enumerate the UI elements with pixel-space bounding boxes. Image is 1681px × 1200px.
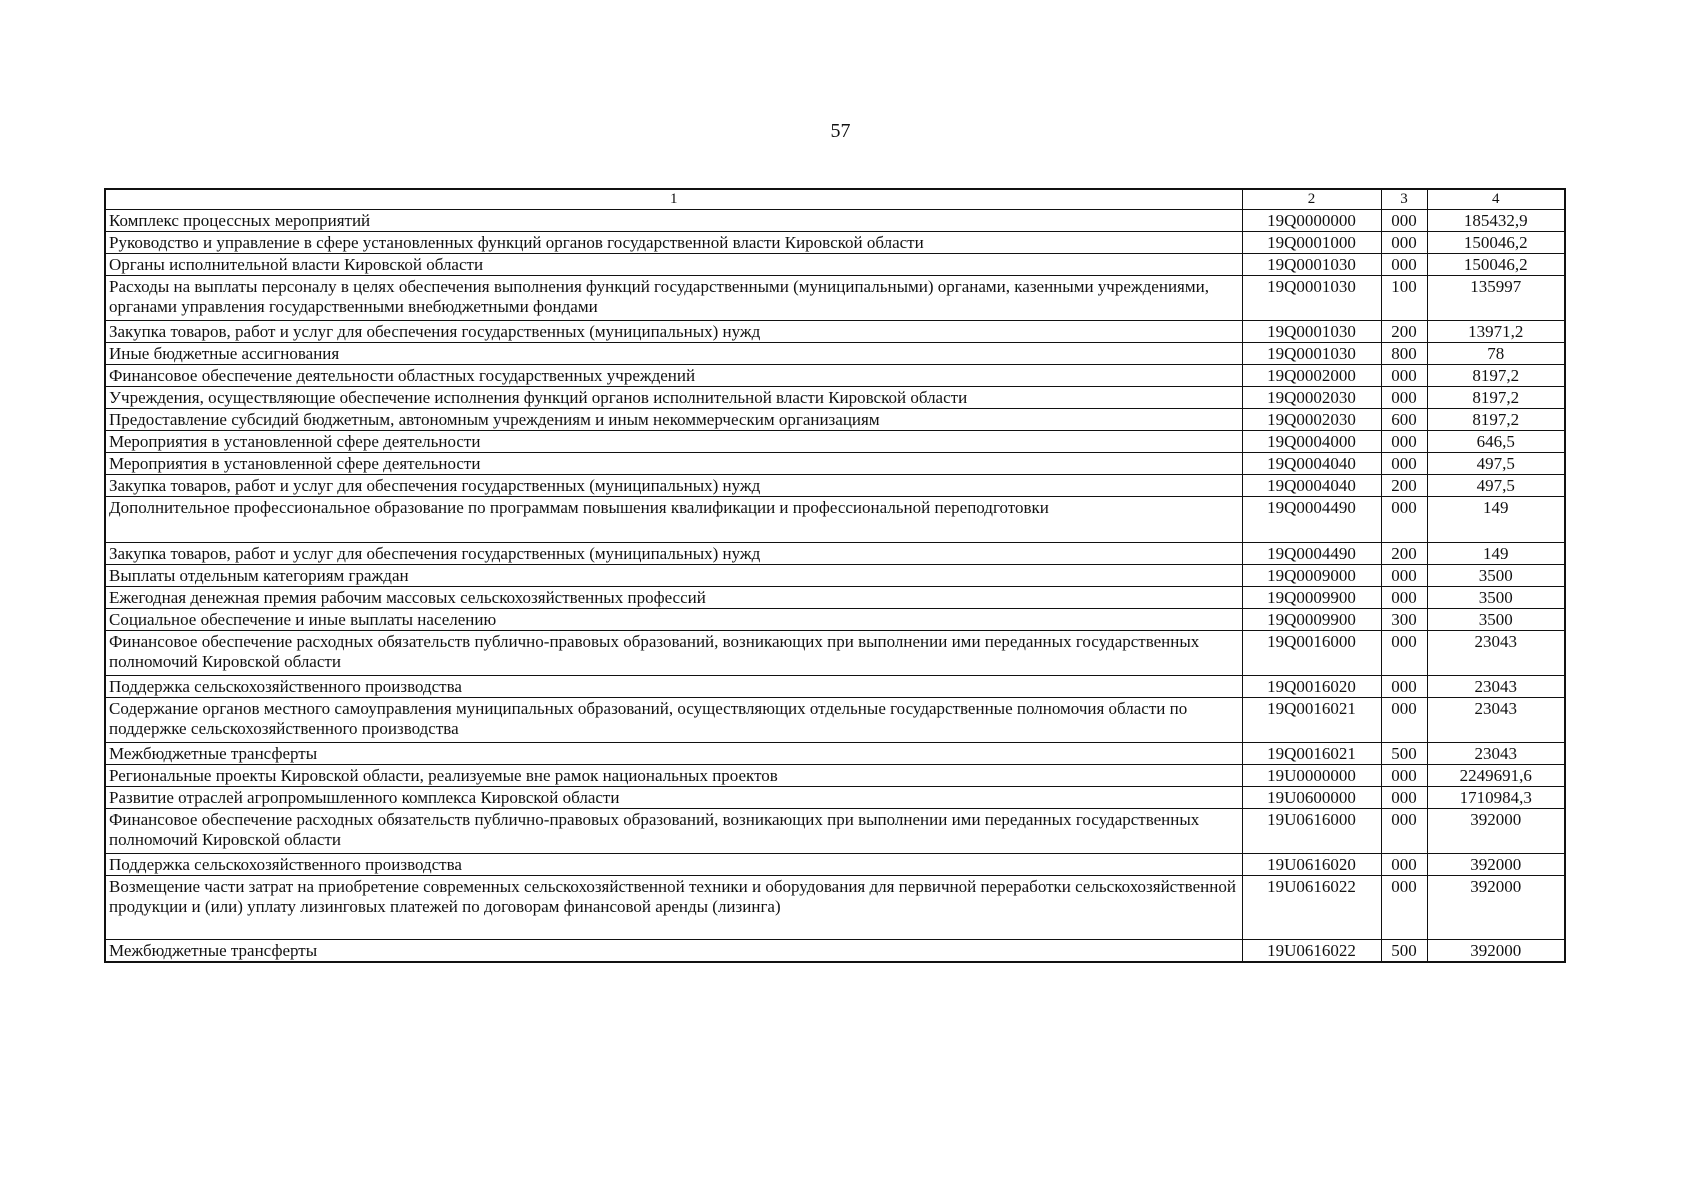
row-code-cell: 19Q0002000 — [1242, 365, 1381, 387]
row-name-cell: Финансовое обеспечение деятельности областных государственных учреждений — [105, 365, 1242, 387]
table-row — [105, 210, 1565, 232]
row-name-cell: Межбюджетные трансферты — [105, 940, 1242, 963]
row-name-cell: Мероприятия в установленной сфере деятельности — [105, 453, 1242, 475]
row-type-cell: 000 — [1381, 631, 1427, 676]
row-sum-cell: 149 — [1427, 497, 1565, 543]
row-name-cell: Финансовое обеспечение расходных обязательств публично-правовых образований, возникающих при выполнении ими переданных государственных полномочий Кировской области — [105, 631, 1242, 676]
row-name-cell: Органы исполнительной власти Кировской области — [105, 254, 1242, 276]
row-name-cell: Руководство и управление в сфере установленных функций органов государственной власти Кировской области — [105, 232, 1242, 254]
row-type-cell: 500 — [1381, 940, 1427, 963]
row-type-cell: 000 — [1381, 854, 1427, 876]
row-name-cell: Межбюджетные трансферты — [105, 743, 1242, 765]
row-sum-cell: 2249691,6 — [1427, 765, 1565, 787]
row-sum-cell: 8197,2 — [1427, 365, 1565, 387]
row-code-cell: 19Q0016021 — [1242, 743, 1381, 765]
header-col-1: 1 — [105, 189, 1242, 210]
row-name-cell: Расходы на выплаты персоналу в целях обеспечения выполнения функций государственными (муниципальными) органами, казенными учреждениями, органами управления государственными внебюджетными фондами — [105, 276, 1242, 321]
table-row — [105, 321, 1565, 343]
row-type-cell: 500 — [1381, 743, 1427, 765]
table-row — [105, 854, 1565, 876]
row-sum-cell: 185432,9 — [1427, 210, 1565, 232]
row-sum-cell: 646,5 — [1427, 431, 1565, 453]
row-code-cell: 19U0000000 — [1242, 765, 1381, 787]
table-row — [105, 387, 1565, 409]
row-code-cell: 19Q0001030 — [1242, 321, 1381, 343]
row-name-cell: Поддержка сельскохозяйственного производства — [105, 854, 1242, 876]
row-sum-cell: 1710984,3 — [1427, 787, 1565, 809]
row-type-cell: 000 — [1381, 765, 1427, 787]
row-type-cell: 300 — [1381, 609, 1427, 631]
row-type-cell: 800 — [1381, 343, 1427, 365]
row-code-cell: 19U0616022 — [1242, 876, 1381, 940]
table-row — [105, 676, 1565, 698]
row-sum-cell: 23043 — [1427, 631, 1565, 676]
row-type-cell: 000 — [1381, 365, 1427, 387]
row-sum-cell: 392000 — [1427, 854, 1565, 876]
row-code-cell: 19Q0002030 — [1242, 387, 1381, 409]
table-row — [105, 431, 1565, 453]
table-row — [105, 365, 1565, 387]
row-sum-cell: 23043 — [1427, 676, 1565, 698]
row-code-cell: 19Q0016021 — [1242, 698, 1381, 743]
row-type-cell: 000 — [1381, 254, 1427, 276]
row-type-cell: 200 — [1381, 543, 1427, 565]
table-row — [105, 587, 1565, 609]
row-name-cell: Комплекс процессных мероприятий — [105, 210, 1242, 232]
row-type-cell: 000 — [1381, 497, 1427, 543]
row-type-cell: 000 — [1381, 565, 1427, 587]
row-sum-cell: 392000 — [1427, 876, 1565, 940]
row-sum-cell: 149 — [1427, 543, 1565, 565]
row-name-cell: Закупка товаров, работ и услуг для обеспечения государственных (муниципальных) нужд — [105, 321, 1242, 343]
row-code-cell: 19Q0001030 — [1242, 343, 1381, 365]
row-sum-cell: 392000 — [1427, 809, 1565, 854]
row-name-cell: Финансовое обеспечение расходных обязательств публично-правовых образований, возникающих при выполнении ими переданных государственных полномочий Кировской области — [105, 809, 1242, 854]
header-col-4: 4 — [1427, 189, 1565, 210]
table-row — [105, 276, 1565, 321]
row-code-cell: 19Q0001030 — [1242, 276, 1381, 321]
row-name-cell: Развитие отраслей агропромышленного комплекса Кировской области — [105, 787, 1242, 809]
row-code-cell: 19U0616020 — [1242, 854, 1381, 876]
row-type-cell: 000 — [1381, 787, 1427, 809]
row-code-cell: 19U0600000 — [1242, 787, 1381, 809]
row-code-cell: 19Q0016000 — [1242, 631, 1381, 676]
row-name-cell: Содержание органов местного самоуправления муниципальных образований, осуществляющих отдельные государственные полномочия области по поддержке сельскохозяйственного производства — [105, 698, 1242, 743]
table-row — [105, 609, 1565, 631]
row-name-cell: Возмещение части затрат на приобретение современных сельскохозяйственной техники и оборудования для первичной переработки сельскохозяйственной продукции и (или) уплату лизинговых платежей по договорам финансовой аренды (лизинга) — [105, 876, 1242, 940]
row-sum-cell: 8197,2 — [1427, 387, 1565, 409]
row-sum-cell: 135997 — [1427, 276, 1565, 321]
row-name-cell: Закупка товаров, работ и услуг для обеспечения государственных (муниципальных) нужд — [105, 543, 1242, 565]
row-sum-cell: 392000 — [1427, 940, 1565, 963]
row-name-cell: Ежегодная денежная премия рабочим массовых сельскохозяйственных профессий — [105, 587, 1242, 609]
row-sum-cell: 497,5 — [1427, 475, 1565, 497]
table-row — [105, 631, 1565, 676]
row-name-cell: Учреждения, осуществляющие обеспечение исполнения функций органов исполнительной власти Кировской области — [105, 387, 1242, 409]
row-code-cell: 19Q0001030 — [1242, 254, 1381, 276]
row-type-cell: 000 — [1381, 453, 1427, 475]
table-row — [105, 565, 1565, 587]
row-type-cell: 000 — [1381, 876, 1427, 940]
row-type-cell: 600 — [1381, 409, 1427, 431]
header-col-3: 3 — [1381, 189, 1427, 210]
table-row — [105, 743, 1565, 765]
row-name-cell: Дополнительное профессиональное образование по программам повышения квалификации и профессиональной переподготовки — [105, 497, 1242, 543]
row-type-cell: 000 — [1381, 587, 1427, 609]
row-type-cell: 000 — [1381, 809, 1427, 854]
row-name-cell: Выплаты отдельным категориям граждан — [105, 565, 1242, 587]
row-name-cell: Социальное обеспечение и иные выплаты населению — [105, 609, 1242, 631]
row-type-cell: 100 — [1381, 276, 1427, 321]
row-code-cell: 19Q0004490 — [1242, 543, 1381, 565]
row-name-cell: Предоставление субсидий бюджетным, автономным учреждениям и иным некоммерческим организациям — [105, 409, 1242, 431]
table-row — [105, 254, 1565, 276]
table-row — [105, 787, 1565, 809]
row-type-cell: 000 — [1381, 387, 1427, 409]
table-row — [105, 497, 1565, 543]
row-name-cell: Мероприятия в установленной сфере деятельности — [105, 431, 1242, 453]
row-name-cell: Поддержка сельскохозяйственного производства — [105, 676, 1242, 698]
table-header — [105, 189, 1565, 210]
row-code-cell: 19Q0004000 — [1242, 431, 1381, 453]
table-row — [105, 232, 1565, 254]
row-name-cell: Иные бюджетные ассигнования — [105, 343, 1242, 365]
row-sum-cell: 8197,2 — [1427, 409, 1565, 431]
table-row — [105, 475, 1565, 497]
row-code-cell: 19Q0001000 — [1242, 232, 1381, 254]
row-type-cell: 000 — [1381, 232, 1427, 254]
table-body — [105, 210, 1565, 963]
row-code-cell: 19U0616022 — [1242, 940, 1381, 963]
row-sum-cell: 23043 — [1427, 743, 1565, 765]
row-code-cell: 19Q0004040 — [1242, 475, 1381, 497]
row-code-cell: 19Q0016020 — [1242, 676, 1381, 698]
row-sum-cell: 78 — [1427, 343, 1565, 365]
row-name-cell: Региональные проекты Кировской области, реализуемые вне рамок национальных проектов — [105, 765, 1242, 787]
row-type-cell: 200 — [1381, 475, 1427, 497]
row-code-cell: 19Q0004490 — [1242, 497, 1381, 543]
budget-table — [104, 188, 1566, 963]
table-row — [105, 543, 1565, 565]
table-row — [105, 343, 1565, 365]
row-type-cell: 200 — [1381, 321, 1427, 343]
row-sum-cell: 13971,2 — [1427, 321, 1565, 343]
table-row — [105, 809, 1565, 854]
row-code-cell: 19Q0004040 — [1242, 453, 1381, 475]
row-code-cell: 19Q0009900 — [1242, 587, 1381, 609]
row-sum-cell: 3500 — [1427, 565, 1565, 587]
row-sum-cell: 23043 — [1427, 698, 1565, 743]
row-type-cell: 000 — [1381, 698, 1427, 743]
table-row — [105, 876, 1565, 940]
table-row — [105, 765, 1565, 787]
table-row — [105, 453, 1565, 475]
row-code-cell: 19Q0002030 — [1242, 409, 1381, 431]
header-col-2: 2 — [1242, 189, 1381, 210]
row-code-cell: 19Q0009900 — [1242, 609, 1381, 631]
row-sum-cell: 3500 — [1427, 609, 1565, 631]
table-row — [105, 409, 1565, 431]
row-sum-cell: 3500 — [1427, 587, 1565, 609]
row-code-cell: 19U0616000 — [1242, 809, 1381, 854]
row-type-cell: 000 — [1381, 676, 1427, 698]
table-row — [105, 698, 1565, 743]
row-sum-cell: 150046,2 — [1427, 232, 1565, 254]
row-sum-cell: 497,5 — [1427, 453, 1565, 475]
row-code-cell: 19Q0009000 — [1242, 565, 1381, 587]
row-type-cell: 000 — [1381, 210, 1427, 232]
table-row — [105, 940, 1565, 963]
row-type-cell: 000 — [1381, 431, 1427, 453]
row-sum-cell: 150046,2 — [1427, 254, 1565, 276]
page-number: 57 — [830, 120, 851, 142]
row-name-cell: Закупка товаров, работ и услуг для обеспечения государственных (муниципальных) нужд — [105, 475, 1242, 497]
row-code-cell: 19Q0000000 — [1242, 210, 1381, 232]
